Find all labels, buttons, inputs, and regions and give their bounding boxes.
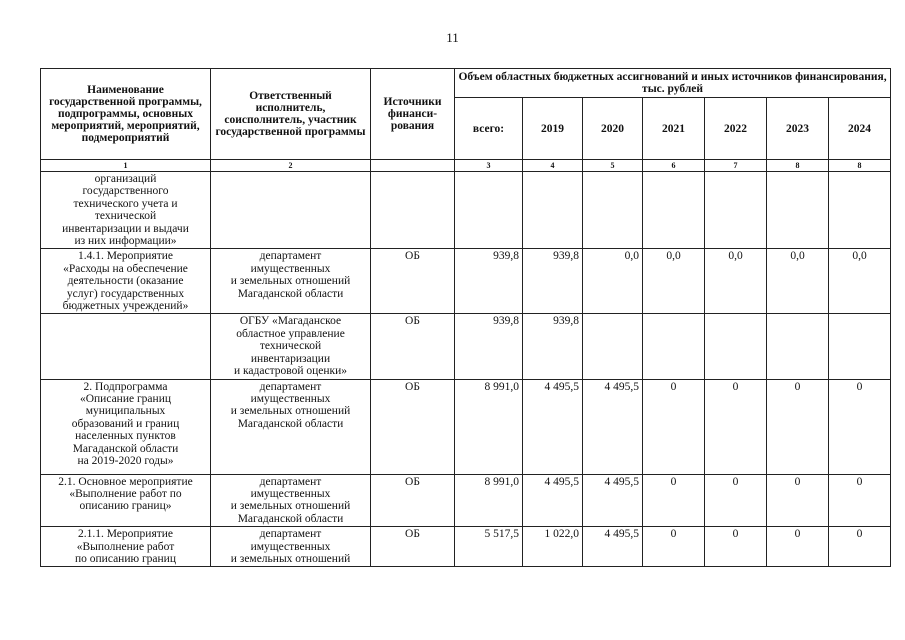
row-name-line: организаций (94, 173, 157, 185)
row-executor-line: Магаданской области (237, 287, 344, 300)
header-year: 2019 (523, 98, 583, 160)
table-row (41, 172, 891, 249)
row-executor-line: и кадастровой оценки» (233, 365, 348, 378)
row-value-y2019: 4 495,5 (523, 379, 583, 474)
column-number: 6 (643, 160, 705, 172)
row-name-line: «Расходы на обеспечение (63, 262, 188, 275)
row-value-y2024: 0,0 (829, 249, 891, 314)
row-name-line: 2.1.1. Мероприятие (77, 528, 174, 541)
row-value-y2023: 0 (767, 474, 829, 527)
row-value-y2024: 0 (829, 527, 891, 567)
column-number: 3 (455, 160, 523, 172)
table-row (41, 474, 891, 527)
row-name-cell (41, 379, 211, 474)
row-executor-line: и земельных отношений (230, 275, 351, 288)
row-executor-cell (211, 314, 371, 379)
row-name-line: на 2019-2020 годы» (77, 454, 174, 467)
row-executor-cell (211, 172, 371, 249)
header-total: всего: (455, 98, 523, 160)
row-value-y2023: 0 (767, 379, 829, 474)
row-executor-line: имущественных (250, 262, 331, 275)
row-name-line: услуг) государственных (66, 287, 185, 300)
header-year: 2024 (829, 98, 891, 160)
row-executor-line: Магаданской области (237, 512, 344, 525)
row-name-cell (41, 474, 211, 527)
row-value-y2022: 0 (705, 527, 767, 567)
row-executor-line: департамент (259, 250, 322, 263)
row-value-y2021 (643, 172, 705, 249)
header-volume: Объем областных бюджетных ассигнований и иных источников финансирования, тыс. рублей (455, 69, 891, 98)
row-value-y2021: 0 (643, 527, 705, 567)
row-name-line: государственного (82, 185, 169, 198)
row-value-y2024: 0 (829, 474, 891, 527)
row-value-y2023: 0,0 (767, 249, 829, 314)
row-source-cell: ОБ (371, 474, 455, 527)
row-value-y2024 (829, 172, 891, 249)
row-value-y2024 (829, 314, 891, 379)
row-name-line: 2. Подпрограмма (83, 380, 168, 393)
row-value-y2020: 4 495,5 (583, 379, 643, 474)
row-value-y2019: 4 495,5 (523, 474, 583, 527)
table-row (41, 249, 891, 314)
row-value-y2020: 4 495,5 (583, 474, 643, 527)
row-source-cell: ОБ (371, 314, 455, 379)
header-year: 2022 (705, 98, 767, 160)
row-name-line: технического учета и (73, 197, 178, 210)
row-executor-line: и земельных отношений (230, 405, 351, 418)
row-executor-cell (211, 249, 371, 314)
column-number: 1 (41, 160, 211, 172)
row-name-line: инвентаризации и выдачи (62, 222, 189, 235)
row-value-y2022 (705, 314, 767, 379)
row-value-y2023 (767, 172, 829, 249)
row-value-y2024: 0 (829, 379, 891, 474)
row-executor-cell (211, 527, 371, 567)
row-value-y2023 (767, 314, 829, 379)
row-value-y2021 (643, 314, 705, 379)
column-number-row (41, 160, 891, 172)
row-value-total (455, 172, 523, 249)
table-body (41, 172, 891, 567)
row-executor-line: имущественных (250, 540, 331, 553)
column-number (371, 160, 455, 172)
row-name-line: населенных пунктов (75, 430, 176, 443)
row-executor-line: и земельных отношений (230, 500, 351, 513)
row-name-line: 1.4.1. Мероприятие (77, 250, 174, 263)
row-value-y2020 (583, 314, 643, 379)
row-name-line: образований и границ (71, 417, 180, 430)
row-value-y2020: 0,0 (583, 249, 643, 314)
header-year: 2023 (767, 98, 829, 160)
row-value-total: 5 517,5 (455, 527, 523, 567)
row-executor-cell (211, 474, 371, 527)
row-name-line: бюджетных учреждений» (62, 300, 189, 313)
row-name-line: «Выполнение работ (76, 540, 175, 553)
row-executor-line: департамент (259, 528, 322, 541)
row-value-y2022: 0 (705, 379, 767, 474)
row-value-y2022: 0 (705, 474, 767, 527)
row-source-cell (371, 172, 455, 249)
row-executor-line: технической (259, 340, 322, 353)
row-executor-line: имущественных (250, 392, 331, 405)
row-name-line: 2.1. Основное мероприятие (58, 475, 193, 488)
row-name-line: описанию границ» (79, 500, 172, 513)
row-value-y2022: 0,0 (705, 249, 767, 314)
row-executor-line: Магаданской области (237, 417, 344, 430)
header-source: Источники финанси-рования (371, 69, 455, 160)
row-value-total: 939,8 (455, 314, 523, 379)
row-executor-line: и земельных отношений (230, 552, 351, 565)
row-value-y2019: 939,8 (523, 249, 583, 314)
column-number: 5 (583, 160, 643, 172)
row-value-y2020 (583, 172, 643, 249)
row-executor-line: областное управление (236, 327, 345, 340)
row-value-y2021: 0 (643, 474, 705, 527)
row-executor-line: инвентаризации (250, 352, 331, 365)
row-value-total: 8 991,0 (455, 379, 523, 474)
row-name-cell (41, 527, 211, 567)
column-number: 2 (211, 160, 371, 172)
row-source-cell: ОБ (371, 527, 455, 567)
column-number: 8 (829, 160, 891, 172)
row-value-y2021: 0,0 (643, 249, 705, 314)
row-value-total: 939,8 (455, 249, 523, 314)
row-value-y2023: 0 (767, 527, 829, 567)
row-name-line: по описанию границ (75, 552, 176, 565)
column-number: 7 (705, 160, 767, 172)
table-row (41, 379, 891, 474)
header-year: 2021 (643, 98, 705, 160)
header-name: Наименование государственной программы, подпрограммы, основных мероприятий, мероприятий, подмероприятий (41, 69, 211, 160)
row-name-line: «Описание границ (79, 392, 172, 405)
row-name-cell (41, 314, 211, 379)
row-value-y2021: 0 (643, 379, 705, 474)
row-name-cell (41, 172, 211, 249)
table-row (41, 527, 891, 567)
row-value-y2019: 939,8 (523, 314, 583, 379)
row-source-cell: ОБ (371, 249, 455, 314)
row-name-line: муниципальных (85, 405, 166, 418)
row-value-y2019: 1 022,0 (523, 527, 583, 567)
budget-table (40, 68, 891, 567)
column-number: 4 (523, 160, 583, 172)
row-name-line: технической (94, 210, 157, 223)
column-number: 8 (767, 160, 829, 172)
row-value-total: 8 991,0 (455, 474, 523, 527)
row-executor-line: департамент (259, 475, 322, 488)
row-name-line: «Выполнение работ по (69, 487, 182, 500)
row-name-line: деятельности (оказание (67, 275, 184, 288)
row-name-cell (41, 249, 211, 314)
page-number: 11 (446, 30, 459, 45)
row-value-y2019 (523, 172, 583, 249)
row-executor-cell (211, 379, 371, 474)
header-executor: Ответственный исполнитель, соисполнитель, участник государственной программы (211, 69, 371, 160)
row-executor-line: ОГБУ «Магаданское (239, 315, 342, 328)
row-name-line: Магаданской области (72, 442, 179, 455)
row-executor-line: департамент (259, 380, 322, 393)
table-row (41, 314, 891, 379)
row-source-cell: ОБ (371, 379, 455, 474)
row-name-line: из них информации» (74, 235, 177, 248)
header-row (41, 69, 891, 98)
header-year: 2020 (583, 98, 643, 160)
row-executor-line: имущественных (250, 487, 331, 500)
row-value-y2022 (705, 172, 767, 249)
row-value-y2020: 4 495,5 (583, 527, 643, 567)
